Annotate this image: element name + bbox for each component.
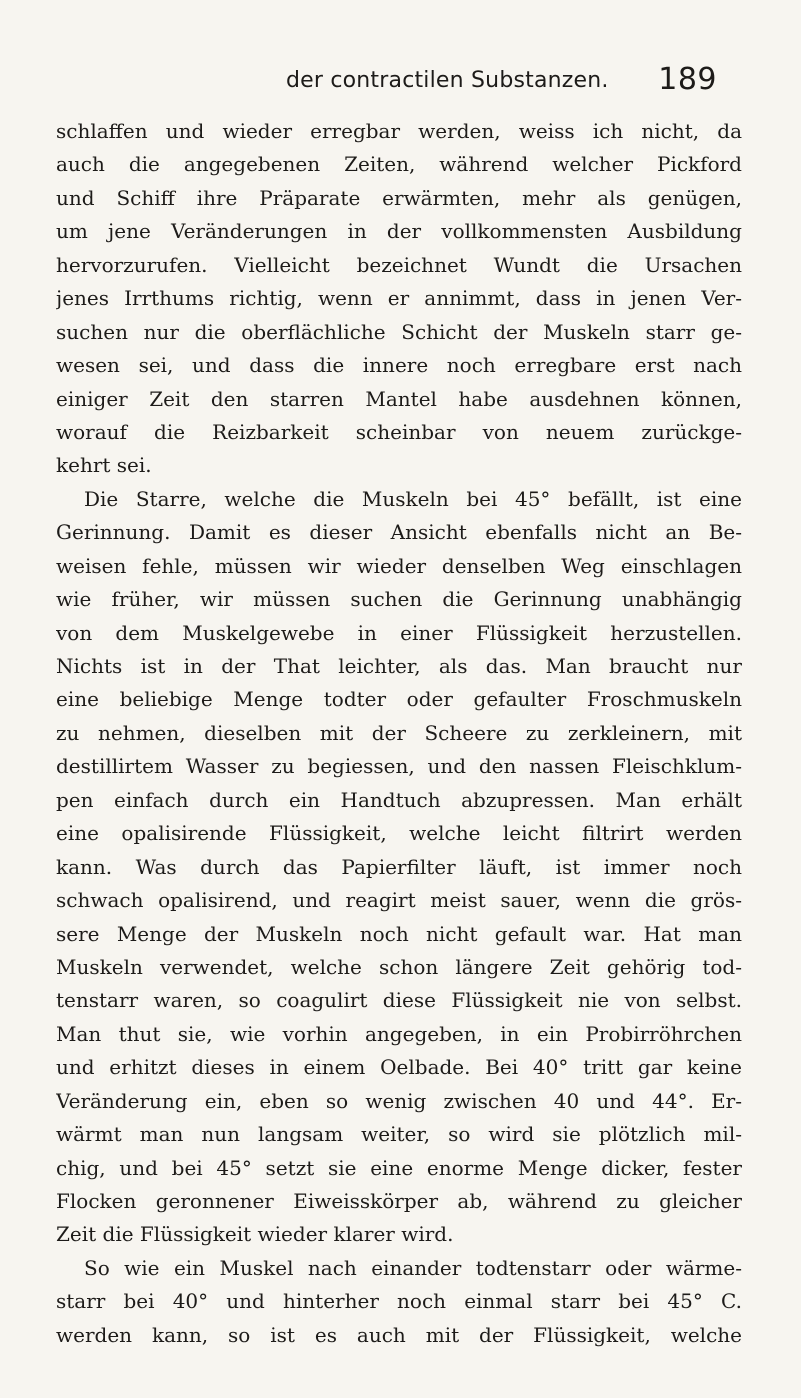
page-number: 189 bbox=[658, 62, 717, 97]
text-line: pen einfach durch ein Handtuch abzupressen. Man erhält bbox=[56, 787, 742, 812]
text-line: Nichts ist in der That leichter, als das. Man braucht nur bbox=[56, 654, 742, 678]
text-line: einiger Zeit den starren Mantel habe ausdehnen können, bbox=[56, 386, 742, 411]
text-line: Man thut sie, wie vorhin angegeben, in ein Probirröhrchen bbox=[56, 1021, 742, 1046]
text-line: Flocken geronnener Eiweisskörper ab, während zu gleicher bbox=[56, 1189, 742, 1213]
text-line: destillirtem Wasser zu begiessen, und den nassen Fleischklum- bbox=[56, 754, 742, 779]
text-line: hervorzurufen. Vielleicht bezeichnet Wundt die Ursachen bbox=[56, 252, 742, 277]
text-line: Zeit die Flüssigkeit wieder klarer wird. bbox=[56, 1222, 454, 1247]
page-header bbox=[0, 62, 801, 102]
text-line: schwach opalisirend, und reagirt meist sauer, wenn die grös- bbox=[56, 888, 742, 913]
text-line: werden kann, so ist es auch mit der Flüssigkeit, welche bbox=[56, 1322, 742, 1347]
text-line: wie früher, wir müssen suchen die Gerinnung unabhängig bbox=[56, 587, 742, 612]
text-line: starr bei 40° und hinterher noch einmal starr bei 45° C. bbox=[56, 1289, 742, 1314]
text-line: und Schiff ihre Präparate erwärmten, mehr als genügen, bbox=[56, 185, 742, 210]
text-line: schlaffen und wieder erregbar werden, weiss ich nicht, da bbox=[56, 119, 742, 143]
text-line: Muskeln verwendet, welche schon längere Zeit gehörig tod- bbox=[56, 954, 742, 979]
text-line: So wie ein Muskel nach einander todtenstarr oder wärme- bbox=[84, 1255, 742, 1280]
text-line: um jene Veränderungen in der vollkommensten Ausbildung bbox=[56, 219, 742, 244]
body-text bbox=[56, 115, 742, 1352]
text-line: jenes Irrthums richtig, wenn er annimmt, dass in jenen Ver- bbox=[56, 286, 742, 311]
text-line: kehrt sei. bbox=[56, 453, 152, 478]
text-line: auch die angegebenen Zeiten, während welcher Pickford bbox=[56, 152, 742, 177]
text-line: worauf die Reizbarkeit scheinbar von neuem zurückge- bbox=[56, 419, 742, 444]
text-line: kann. Was durch das Papierfilter läuft, ist immer noch bbox=[56, 854, 742, 879]
text-line: eine opalisirende Flüssigkeit, welche leicht filtrirt werden bbox=[56, 821, 742, 846]
text-line: wärmt man nun langsam weiter, so wird sie plötzlich mil- bbox=[56, 1122, 742, 1147]
text-line: weisen fehle, müssen wir wieder denselben Weg einschlagen bbox=[56, 553, 742, 578]
text-line: chig, und bei 45° setzt sie eine enorme Menge dicker, fester bbox=[56, 1155, 742, 1180]
text-line: Gerinnung. Damit es dieser Ansicht ebenfalls nicht an Be- bbox=[56, 520, 742, 545]
text-line: tenstarr waren, so coagulirt diese Flüssigkeit nie von selbst. bbox=[56, 988, 742, 1013]
text-line: zu nehmen, dieselben mit der Scheere zu zerkleinern, mit bbox=[56, 720, 742, 745]
text-line: sere Menge der Muskeln noch nicht gefault war. Hat man bbox=[56, 921, 742, 946]
text-line: und erhitzt dieses in einem Oelbade. Bei 40° tritt gar keine bbox=[56, 1055, 742, 1080]
text-line: wesen sei, und dass die innere noch erregbare erst nach bbox=[56, 353, 742, 378]
text-line: suchen nur die oberflächliche Schicht der Muskeln starr ge- bbox=[56, 319, 742, 344]
text-line: eine beliebige Menge todter oder gefaulter Froschmuskeln bbox=[56, 687, 742, 712]
text-line: Die Starre, welche die Muskeln bei 45° befällt, ist eine bbox=[84, 486, 742, 511]
text-line: Veränderung ein, eben so wenig zwischen 40 und 44°. Er- bbox=[56, 1088, 742, 1113]
text-line: von dem Muskelgewebe in einer Flüssigkeit herzustellen. bbox=[56, 620, 742, 645]
running-head: der contractilen Substanzen. bbox=[286, 68, 609, 93]
